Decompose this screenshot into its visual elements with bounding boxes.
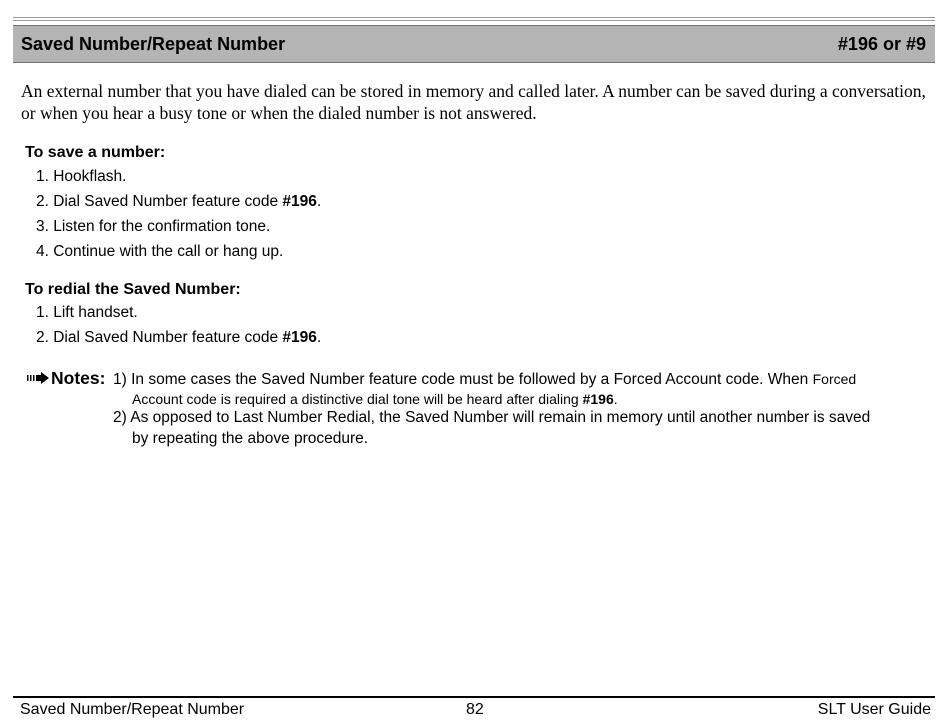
- note-2-line-1: [113, 409, 870, 427]
- note-1-code: #196: [582, 391, 614, 407]
- save-step-4-text: 4. Continue with the call or hang up.: [36, 243, 284, 260]
- pointing-arrow-icon: [27, 372, 49, 384]
- section-title: Saved Number/Repeat Number: [21, 34, 286, 54]
- save-step-1-text: 1. Hookflash.: [36, 168, 127, 185]
- note-1-line-2: [132, 391, 618, 407]
- footer-section-name: Saved Number/Repeat Number: [20, 701, 245, 718]
- footer-rule: [13, 696, 935, 698]
- save-step-2-text: 2. Dial Saved Number feature code: [36, 193, 283, 210]
- top-rule-1: [13, 17, 935, 18]
- redial-step-2-text: 2. Dial Saved Number feature code: [36, 329, 283, 346]
- redial-step-2: [36, 329, 321, 347]
- note-1-text-end: Forced: [812, 371, 857, 387]
- note-2-line-2-text: by repeating the above procedure.: [132, 430, 369, 447]
- footer-guide-name: SLT User Guide: [817, 701, 931, 718]
- section-header-bar: [13, 25, 935, 63]
- intro-paragraph: An external number that you have dialed can be stored in memory and called later. A number can be saved during a conversation, or when you hear a busy tone or when the dialed number is not answered.: [21, 81, 926, 123]
- redial-step-2-code: #196: [282, 329, 317, 346]
- redial-heading: To redial the Saved Number:: [25, 281, 241, 298]
- note-1-line-1: [113, 371, 856, 389]
- save-step-3: [36, 218, 270, 236]
- redial-step-2-suffix: .: [316, 329, 322, 346]
- redial-step-1-text: 1. Lift handset.: [36, 304, 138, 321]
- save-step-2-code: #196: [282, 193, 317, 210]
- note-1-text-main: 1) In some cases the Saved Number feature code must be followed by a Forced Account code. When: [113, 371, 809, 388]
- save-step-3-text: 3. Listen for the confirmation tone.: [36, 218, 271, 235]
- save-step-1: [36, 168, 126, 186]
- save-step-4: [36, 243, 283, 261]
- note-1-line-2-text: Account code is required a distinctive dial tone will be heard after dialing: [132, 391, 583, 407]
- save-step-2: [36, 193, 321, 211]
- page-number: 82: [466, 701, 484, 718]
- note-1-line-2-suffix: .: [613, 391, 618, 407]
- note-2-line-2: [132, 430, 368, 448]
- top-rule-2: [13, 20, 935, 21]
- redial-step-1: [36, 304, 138, 322]
- notes-label: Notes:: [51, 368, 106, 388]
- feature-code: #196 or #9: [837, 34, 926, 54]
- save-step-2-suffix: .: [316, 193, 322, 210]
- note-2-text: 2) As opposed to Last Number Redial, the Saved Number will remain in memory until another number is saved: [113, 409, 871, 426]
- save-number-heading: To save a number:: [25, 144, 166, 161]
